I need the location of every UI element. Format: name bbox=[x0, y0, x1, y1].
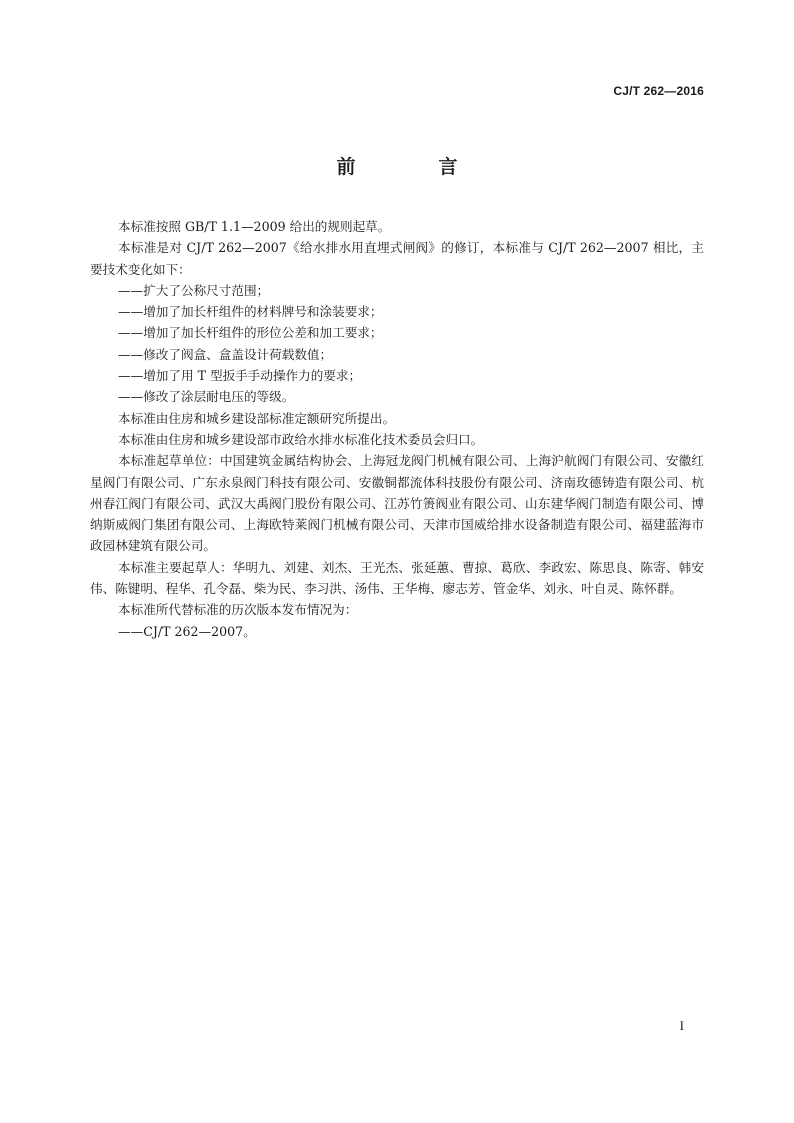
page-title: 前 言 bbox=[336, 156, 490, 178]
list-item: ——修改了涂层耐电压的等级。 bbox=[118, 389, 295, 405]
list-item: ——修改了阀盒、盒盖设计荷载数值； bbox=[118, 346, 333, 362]
list-item: ——扩大了公称尺寸范围； bbox=[118, 282, 270, 298]
list-item: ——增加了加长杆组件的形位公差和加工要求； bbox=[118, 325, 383, 341]
paragraph: 本标准主要起草人：华明九、刘建、刘杰、王光杰、张延蕙、曹掠、葛欣、李政宏、陈思良、陈寄、韩安伟、陈键明、程华、孔令磊、柴为民、李习洪、汤伟、王华梅、廖志芳、管金华、刘永、叶自灵、陈怀群。 bbox=[90, 559, 704, 597]
paragraph: 本标准是对 CJ/T 262—2007《给水排水用直埋式闸阀》的修订，本标准与 CJ/T 262—2007 相比，主要技术变化如下： bbox=[90, 240, 704, 277]
list-item: ——增加了加长杆组件的材料牌号和涂装要求； bbox=[118, 304, 383, 320]
paragraph: 本标准所代替标准的历次版本发布情况为： bbox=[118, 602, 358, 618]
paragraph: 本标准由住房和城乡建设部市政给水排水标准化技术委员会归口。 bbox=[118, 431, 484, 447]
paragraph: 本标准由住房和城乡建设部标准定额研究所提出。 bbox=[118, 410, 396, 426]
paragraph: 本标准按照 GB/T 1.1—2009 给出的规则起草。 bbox=[118, 219, 391, 234]
document-body bbox=[90, 216, 704, 642]
page-number: I bbox=[679, 1018, 684, 1033]
list-item: ——增加了用 T 型扳手手动操作力的要求； bbox=[118, 368, 362, 384]
list-item: ——CJ/T 262—2007。 bbox=[118, 623, 256, 639]
standard-code: CJ/T 262—2016 bbox=[613, 84, 704, 98]
paragraph: 本标准起草单位：中国建筑金属结构协会、上海冠龙阀门机械有限公司、上海沪航阀门有限公司、安徽红星阀门有限公司、广东永泉阀门科技有限公司、安徽铜都流体科技股份有限公司、济南玫德铸造有限公司、杭州春江阀门有限公司、武汉大禹阀门股份有限公司、江苏竹箦阀业有限公司、山东建华阀门制造有限公司、博纳斯威阀门集团有限公司、上海欧特莱阀门机械有限公司、天津市国威给排水设备制造有限公司、福建蓝海市政园林建筑有限公司。 bbox=[90, 453, 704, 554]
